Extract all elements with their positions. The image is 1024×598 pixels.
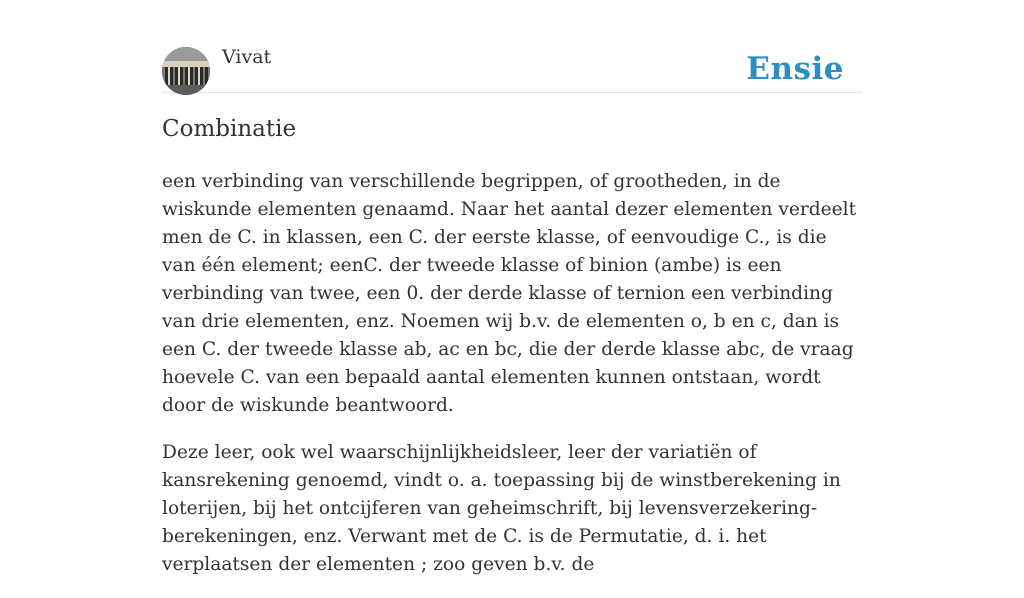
article-paragraph: Deze leer, ook wel waarschijnlijkheidsleer, leer der variatiën of kansrekening genoemd, vindt o. a. toepassing bij de winstberekening in loterijen, bij het ontcijferen van geheimschrift, bij levensverzekering-berekeningen, enz. Verwant met de C. is de Permutatie, d. i. het verplaatsen der elementen ; zoo geven b.v. de (162, 442, 841, 575)
avatar-image-icon (162, 47, 210, 95)
ensie-logo[interactable]: Ensie (746, 51, 844, 87)
article-body (162, 168, 862, 598)
page-container (162, 0, 862, 575)
article-paragraph: een verbinding van verschillende begrippen, of grootheden, in de wiskunde elementen genaamd. Naar het aantal dezer elementen verdeelt men de C. in klassen, een C. der eerste klasse, of eenvoudige C., is die van één element; eenC. der tweede klasse of binion (ambe) is een verbinding van twee, een 0. der derde klasse of ternion een verbinding van drie elementen, enz. Noemen wij b.v. de elementen o, b en c, dan is een C. der tweede klasse ab, ac en bc, die der derde klasse abc, de vraag hoevele C. van een bepaald aantal elementen kunnen ontstaan, wordt door de wiskunde beantwoord. (162, 171, 857, 416)
author-avatar[interactable] (162, 47, 210, 95)
page-header (162, 0, 862, 93)
article-title: Combinatie (162, 116, 297, 142)
author-name[interactable]: Vivat (222, 46, 272, 68)
